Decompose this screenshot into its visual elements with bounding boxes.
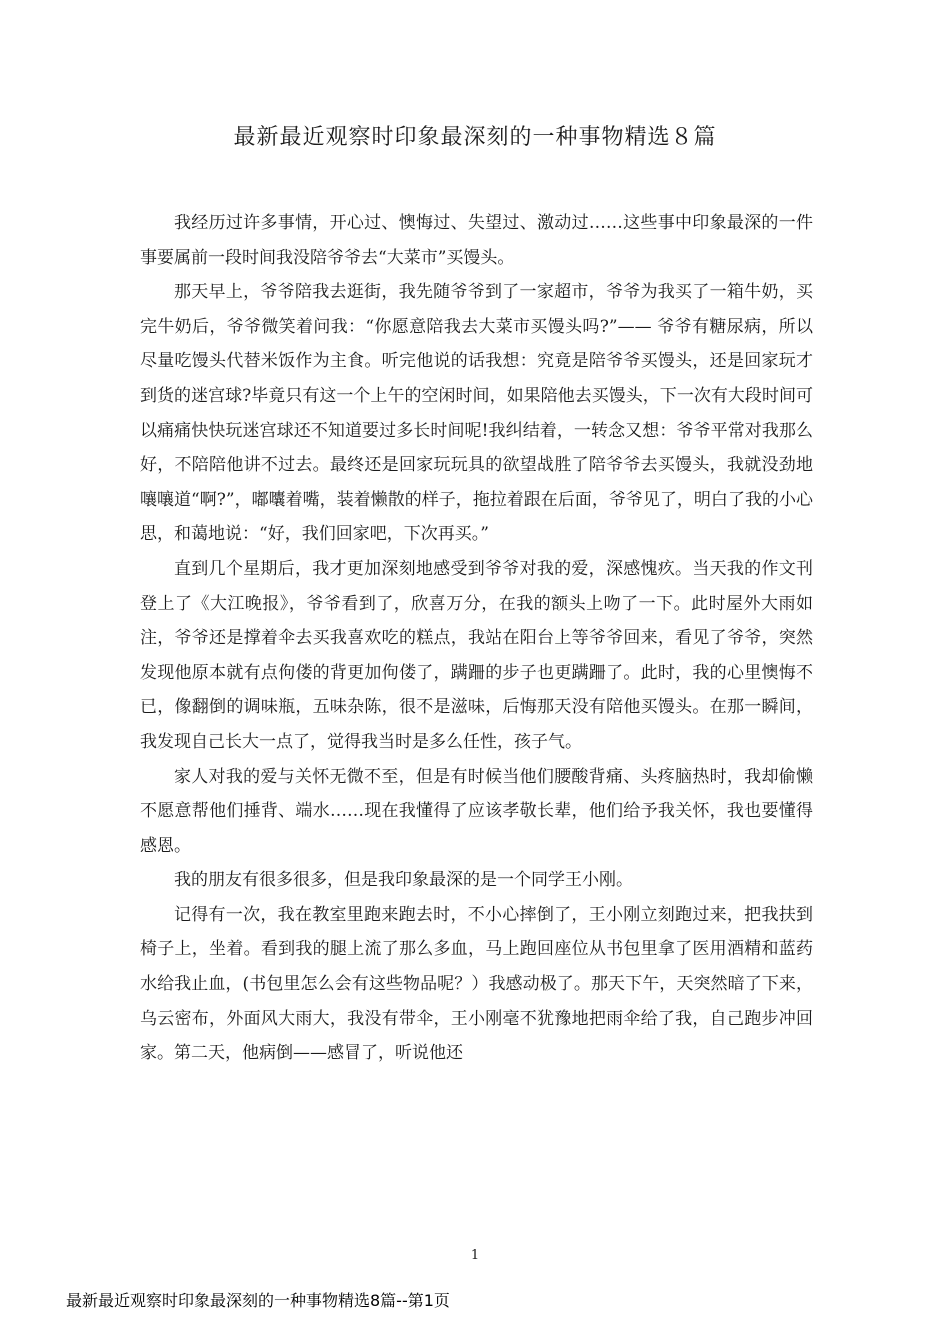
paragraph: 我经历过许多事情，开心过、懊悔过、失望过、激动过……这些事中印象最深的一件事要属前一段时间我没陪爷爷去“大菜市”买馒头。 xyxy=(140,213,813,268)
paragraph: 家人对我的爱与关怀无微不至，但是有时候当他们腰酸背痛、头疼脑热时，我却偷懒不愿意帮他们捶背、端水……现在我懂得了应该孝敬长辈，他们给予我关怀，我也要懂得感恩。 xyxy=(140,766,813,856)
document-body xyxy=(140,206,813,1071)
paragraph: 我的朋友有很多很多，但是我印象最深的是一个同学王小刚。 xyxy=(174,870,633,891)
paragraph: 直到几个星期后，我才更加深刻地感受到爷爷对我的爱，深感愧疚。当天我的作文刊登上了《大江晚报》，爷爷看到了，欣喜万分，在我的额头上吻了一下。此时屋外大雨如注，爷爷还是撑着伞去买我喜欢吃的糕点，我站在阳台上等爷爷回来，看见了爷爷，突然发现他原本就有点佝偻的背更加佝偻了，蹒跚的步子也更蹒跚了。此时，我的心里懊悔不已，像翻倒的调味瓶，五味杂陈，很不是滋味，后悔那天没有陪他买馒头。在那一瞬间，我发现自己长大一点了，觉得我当时是多么任性，孩子气。 xyxy=(140,558,813,752)
page-footer: 最新最近观察时印象最深刻的一种事物精选8篇--第1页 xyxy=(66,1291,450,1310)
document-title: 最新最近观察时印象最深刻的一种事物精选８篇 xyxy=(233,125,717,150)
paragraph: 记得有一次，我在教室里跑来跑去时，不小心摔倒了，王小刚立刻跑过来，把我扶到椅子上，坐着。看到我的腿上流了那么多血，马上跑回座位从书包里拿了医用酒精和蓝药水给我止血，(书包里怎么会有这些物品呢？）我感动极了。那天下午，天突然暗了下来，乌云密布，外面风大雨大，我没有带伞，王小刚毫不犹豫地把雨伞给了我，自己跑步冲回家。第二天，他病倒——感冒了，听说他还 xyxy=(140,904,813,1064)
page-number: 1 xyxy=(470,1248,480,1263)
paragraph: 那天早上，爷爷陪我去逛街，我先随爷爷到了一家超市，爷爷为我买了一箱牛奶，买完牛奶后，爷爷微笑着问我：“你愿意陪我去大菜市买馒头吗?”—— 爷爷有糖尿病，所以尽量吃馒头代替米饭作为主食。听完他说的话我想：究竟是陪爷爷买馒头，还是回家玩才到货的迷宫球?毕竟只有这一个上午的空闲时间，如果陪他去买馒头，下一次有大段时间可以痛痛快快玩迷宫球还不知道要过多长时间呢!我纠结着，一转念又想：爷爷平常对我那么好，不陪陪他讲不过去。最终还是回家玩玩具的欲望战胜了陪爷爷去买馒头，我就没劲地嚷嚷道“啊?”，嘟囔着嘴，装着懒散的样子，拖拉着跟在后面，爷爷见了，明白了我的小心思，和蔼地说：“好，我们回家吧，下次再买。” xyxy=(140,282,813,545)
